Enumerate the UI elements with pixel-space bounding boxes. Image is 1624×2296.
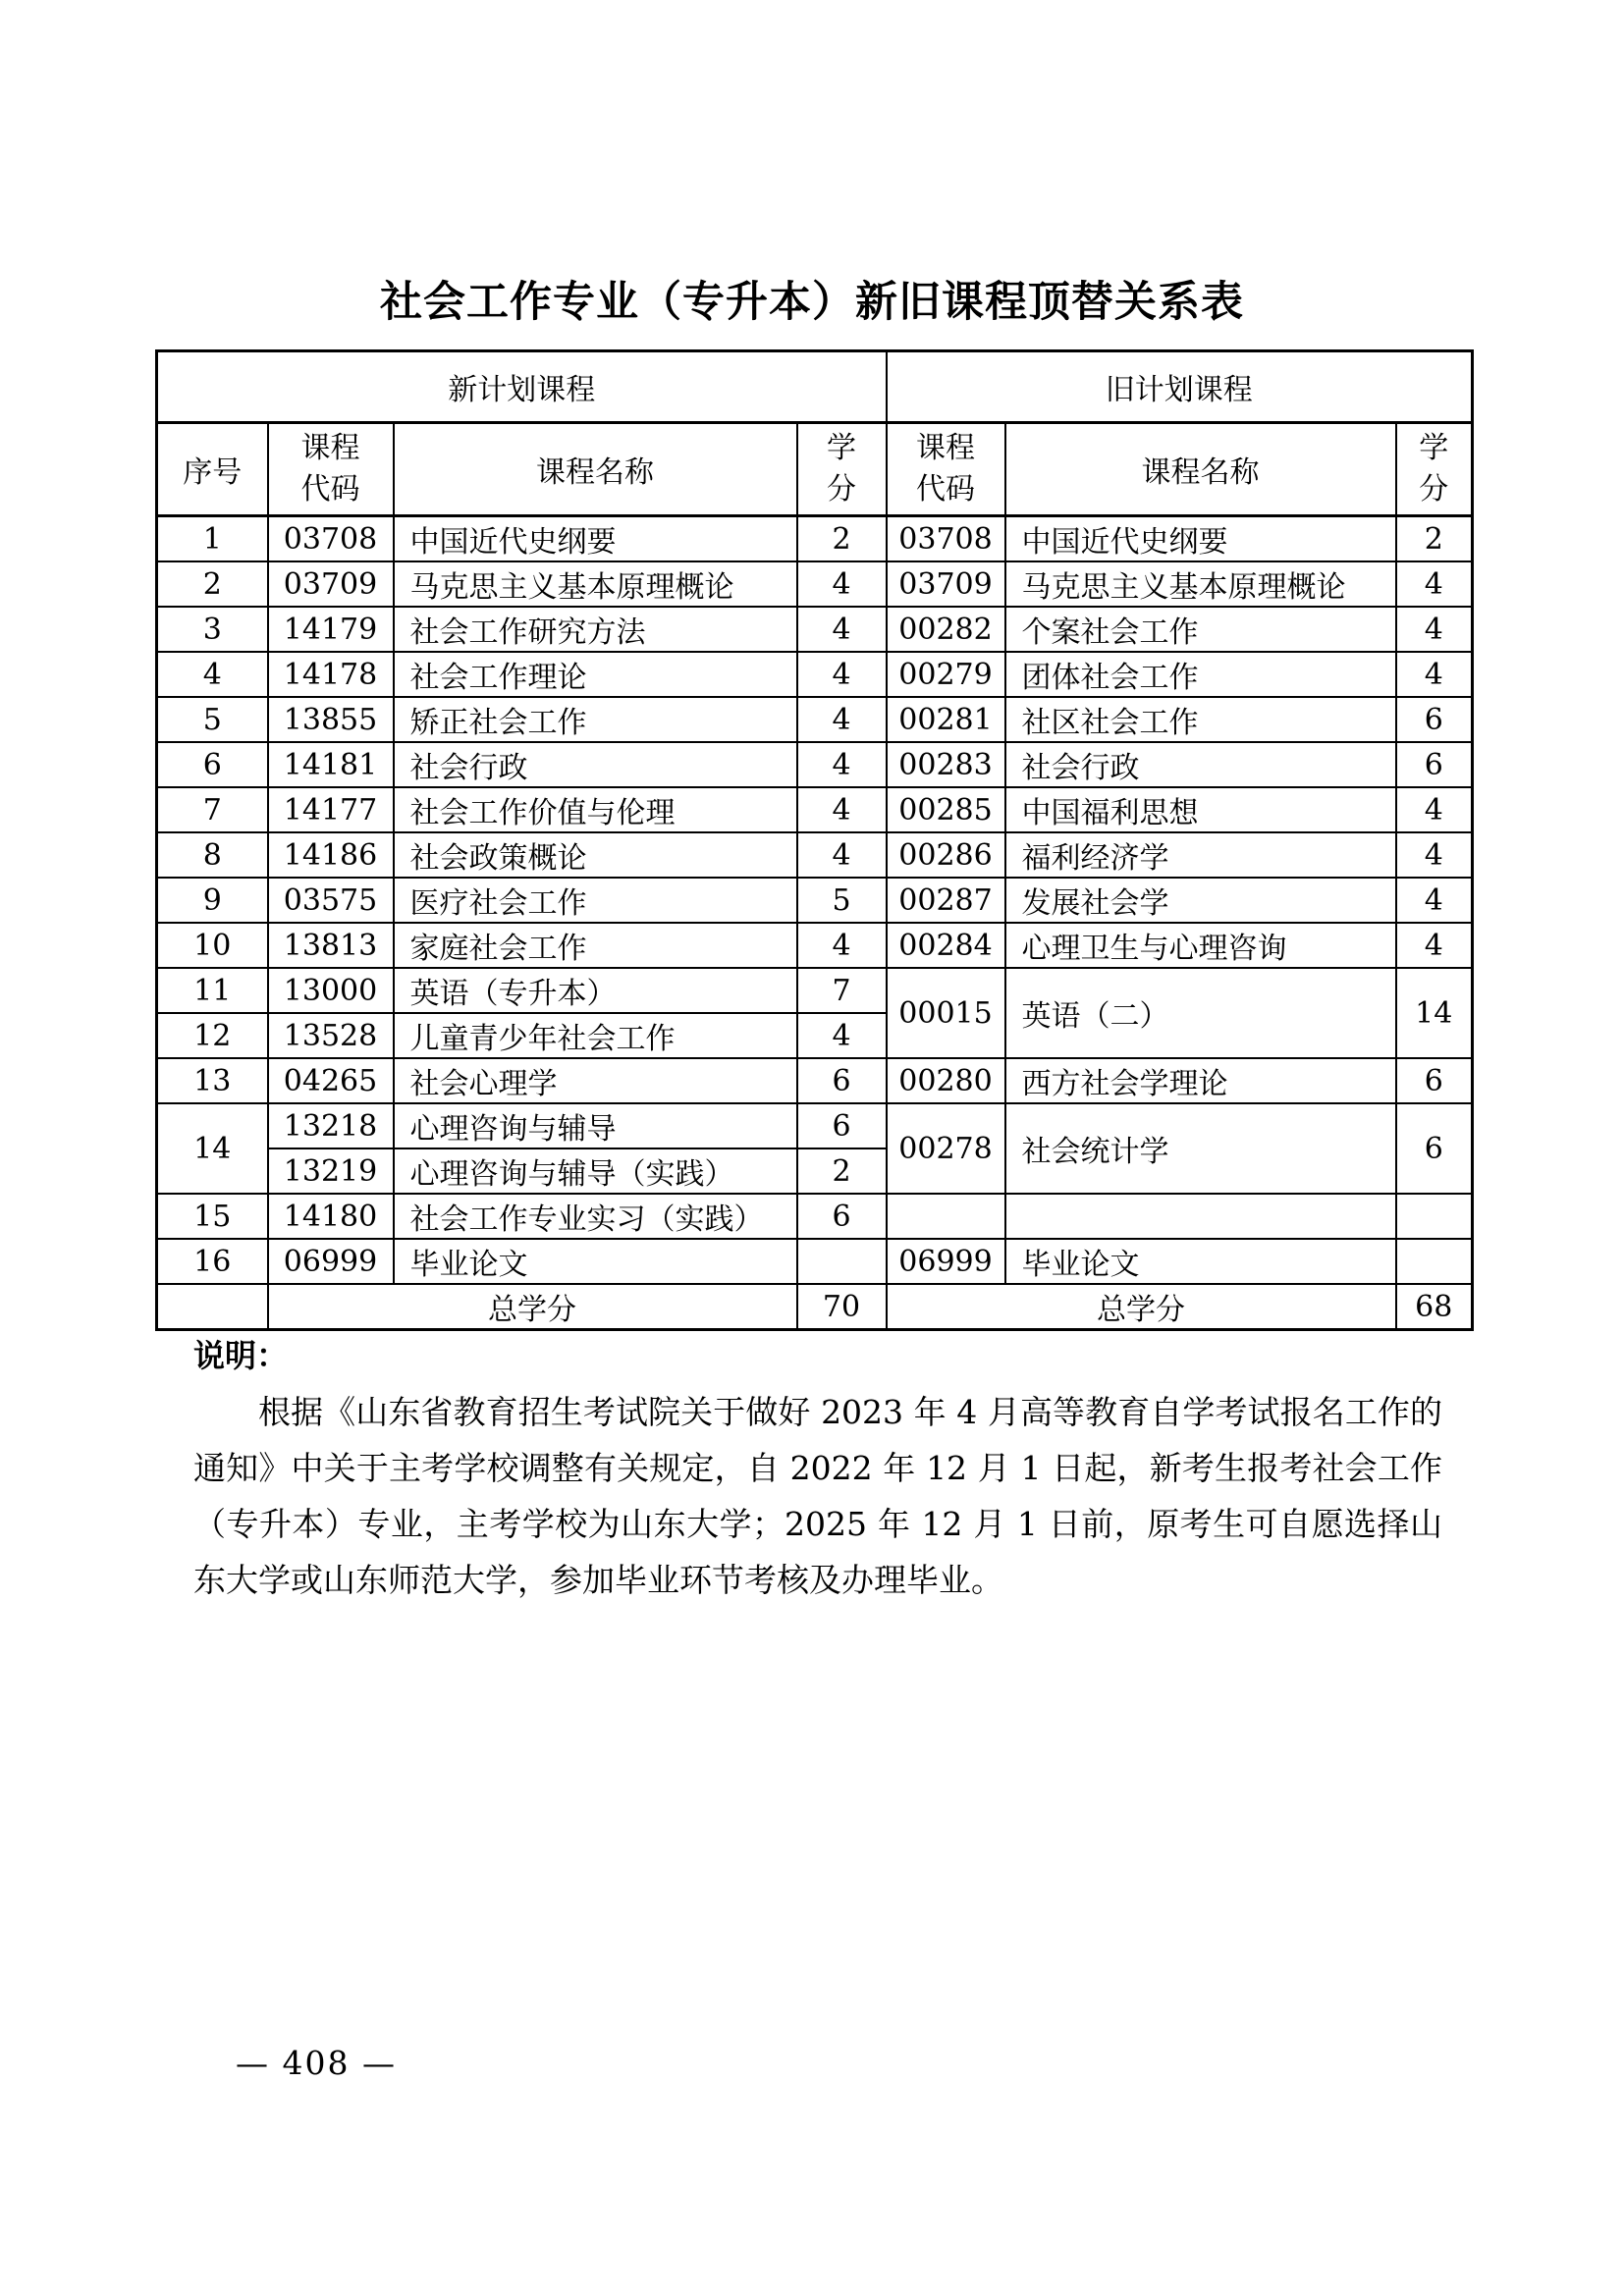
cell-seq: 9 bbox=[157, 878, 268, 923]
cell-credit bbox=[1396, 1239, 1473, 1284]
cell-course-name: 家庭社会工作 bbox=[394, 923, 797, 968]
cell-seq: 6 bbox=[157, 742, 268, 787]
cell-credit: 2 bbox=[797, 516, 887, 562]
cell-course-name bbox=[1005, 1194, 1396, 1239]
cell-course-name: 团体社会工作 bbox=[1005, 652, 1396, 697]
cell-course-code: 04265 bbox=[268, 1058, 394, 1103]
cell-course-name: 心理咨询与辅导 bbox=[394, 1103, 797, 1148]
cell-course-code: 06999 bbox=[268, 1239, 394, 1284]
table-row bbox=[157, 697, 1473, 742]
cell-course-code: 03708 bbox=[268, 516, 394, 562]
cell-course-name: 社会行政 bbox=[394, 742, 797, 787]
cell-credit: 6 bbox=[1396, 1103, 1473, 1194]
cell-course-name: 社区社会工作 bbox=[1005, 697, 1396, 742]
cell-course-name: 社会行政 bbox=[1005, 742, 1396, 787]
column-header-label: 课程代码 bbox=[916, 431, 975, 507]
cell-credit: 6 bbox=[1396, 742, 1473, 787]
cell-course-name: 社会工作价值与伦理 bbox=[394, 787, 797, 832]
table-row bbox=[157, 742, 1473, 787]
cell-course-name: 矫正社会工作 bbox=[394, 697, 797, 742]
cell-credit: 4 bbox=[1396, 832, 1473, 878]
table-row bbox=[157, 516, 1473, 562]
notes-label: 说明： bbox=[193, 1337, 289, 1374]
cell-credit: 4 bbox=[1396, 652, 1473, 697]
cell-credit: 5 bbox=[797, 878, 887, 923]
notes-section bbox=[193, 1331, 1442, 1608]
cell-course-code: 14180 bbox=[268, 1194, 394, 1239]
cell-seq: 12 bbox=[157, 1013, 268, 1058]
cell-seq: 5 bbox=[157, 697, 268, 742]
cell-course-code: 00279 bbox=[887, 652, 1005, 697]
cell-course-code: 13219 bbox=[268, 1148, 394, 1194]
cell-seq: 13 bbox=[157, 1058, 268, 1103]
table-row bbox=[157, 787, 1473, 832]
cell-course-name: 社会工作研究方法 bbox=[394, 607, 797, 652]
cell-seq bbox=[157, 1284, 268, 1330]
cell-total-label: 总学分 bbox=[268, 1284, 797, 1330]
cell-credit: 4 bbox=[797, 1013, 887, 1058]
column-header-course-name-new: 课程名称 bbox=[394, 423, 797, 516]
table-row bbox=[157, 652, 1473, 697]
cell-credit: 4 bbox=[1396, 787, 1473, 832]
cell-course-name: 中国福利思想 bbox=[1005, 787, 1396, 832]
cell-course-name: 西方社会学理论 bbox=[1005, 1058, 1396, 1103]
cell-credit: 6 bbox=[1396, 697, 1473, 742]
cell-credit: 4 bbox=[797, 787, 887, 832]
cell-credit: 4 bbox=[1396, 878, 1473, 923]
table-row bbox=[157, 1194, 1473, 1239]
cell-credit: 6 bbox=[797, 1058, 887, 1103]
cell-course-code bbox=[887, 1194, 1005, 1239]
cell-credit: 4 bbox=[797, 697, 887, 742]
cell-seq: 3 bbox=[157, 607, 268, 652]
cell-course-name: 中国近代史纲要 bbox=[394, 516, 797, 562]
cell-credit: 4 bbox=[797, 561, 887, 607]
cell-credit: 6 bbox=[1396, 1058, 1473, 1103]
cell-credit: 2 bbox=[1396, 516, 1473, 562]
cell-credit: 4 bbox=[1396, 561, 1473, 607]
cell-seq: 14 bbox=[157, 1103, 268, 1194]
cell-course-code: 00283 bbox=[887, 742, 1005, 787]
cell-course-name: 个案社会工作 bbox=[1005, 607, 1396, 652]
cell-credit: 2 bbox=[797, 1148, 887, 1194]
course-replacement-table bbox=[155, 349, 1474, 1331]
column-header-label: 课程代码 bbox=[300, 431, 360, 507]
cell-course-code: 06999 bbox=[887, 1239, 1005, 1284]
cell-seq: 7 bbox=[157, 787, 268, 832]
column-header-credit-new bbox=[797, 423, 887, 516]
cell-course-name: 心理咨询与辅导（实践） bbox=[394, 1148, 797, 1194]
page-number: — 408 — bbox=[236, 2044, 397, 2082]
cell-course-name: 发展社会学 bbox=[1005, 878, 1396, 923]
course-table-body bbox=[157, 516, 1473, 1330]
table-group-header-row bbox=[157, 351, 1473, 423]
cell-credit: 4 bbox=[1396, 923, 1473, 968]
table-row bbox=[157, 561, 1473, 607]
cell-course-name: 英语（专升本） bbox=[394, 968, 797, 1013]
table-row bbox=[157, 832, 1473, 878]
cell-course-name: 社会统计学 bbox=[1005, 1103, 1396, 1194]
cell-credit bbox=[1396, 1194, 1473, 1239]
column-header-credit-old bbox=[1396, 423, 1473, 516]
cell-course-code: 13218 bbox=[268, 1103, 394, 1148]
table-row bbox=[157, 1239, 1473, 1284]
cell-course-code: 00285 bbox=[887, 787, 1005, 832]
page-title: 社会工作专业（专升本）新旧课程顶替关系表 bbox=[380, 278, 1244, 327]
cell-course-code: 13000 bbox=[268, 968, 394, 1013]
cell-credit: 7 bbox=[797, 968, 887, 1013]
group-header-new-plan: 新计划课程 bbox=[157, 351, 887, 423]
cell-course-name: 马克思主义基本原理概论 bbox=[394, 561, 797, 607]
cell-course-code: 14179 bbox=[268, 607, 394, 652]
cell-course-name: 中国近代史纲要 bbox=[1005, 516, 1396, 562]
cell-course-code: 14181 bbox=[268, 742, 394, 787]
column-header-seq: 序号 bbox=[157, 423, 268, 516]
table-row bbox=[157, 878, 1473, 923]
cell-course-code: 00278 bbox=[887, 1103, 1005, 1194]
cell-course-code: 00284 bbox=[887, 923, 1005, 968]
cell-course-name: 社会工作专业实习（实践） bbox=[394, 1194, 797, 1239]
cell-seq: 4 bbox=[157, 652, 268, 697]
cell-course-code: 03575 bbox=[268, 878, 394, 923]
cell-credit: 4 bbox=[797, 607, 887, 652]
cell-seq: 1 bbox=[157, 516, 268, 562]
cell-course-name: 社会心理学 bbox=[394, 1058, 797, 1103]
cell-seq: 10 bbox=[157, 923, 268, 968]
cell-credit: 6 bbox=[797, 1194, 887, 1239]
notes-paragraph: 根据《山东省教育招生考试院关于做好 2023 年 4 月高等教育自学考试报名工作的通知》中关于主考学校调整有关规定，自 2022 年 12 月 1 日起，新考生报考社会工作（专升本）专业，主考学校为山东大学；2025 年 12 月 1 日前，原考生可自愿选择山东大学或山东师范大学，参加毕业环节考核及办理毕业。 bbox=[193, 1393, 1442, 1599]
table-row bbox=[157, 968, 1473, 1013]
column-header-label: 学分 bbox=[1419, 431, 1449, 507]
cell-course-code: 14177 bbox=[268, 787, 394, 832]
cell-credit: 4 bbox=[797, 923, 887, 968]
cell-course-name: 心理卫生与心理咨询 bbox=[1005, 923, 1396, 968]
table-column-header-row bbox=[157, 423, 1473, 516]
cell-total-label: 总学分 bbox=[887, 1284, 1396, 1330]
cell-course-name: 英语（二） bbox=[1005, 968, 1396, 1058]
cell-course-name: 毕业论文 bbox=[394, 1239, 797, 1284]
cell-credit: 4 bbox=[1396, 607, 1473, 652]
cell-course-code: 00287 bbox=[887, 878, 1005, 923]
cell-course-code: 00280 bbox=[887, 1058, 1005, 1103]
cell-seq: 8 bbox=[157, 832, 268, 878]
table-row bbox=[157, 1058, 1473, 1103]
cell-seq: 15 bbox=[157, 1194, 268, 1239]
cell-credit bbox=[797, 1239, 887, 1284]
cell-course-name: 社会政策概论 bbox=[394, 832, 797, 878]
cell-course-code: 13528 bbox=[268, 1013, 394, 1058]
cell-course-code: 13855 bbox=[268, 697, 394, 742]
cell-course-code: 00286 bbox=[887, 832, 1005, 878]
cell-course-name: 福利经济学 bbox=[1005, 832, 1396, 878]
cell-credit: 14 bbox=[1396, 968, 1473, 1058]
column-header-course-code-new bbox=[268, 423, 394, 516]
cell-course-code: 00015 bbox=[887, 968, 1005, 1058]
cell-course-code: 03709 bbox=[887, 561, 1005, 607]
cell-seq: 11 bbox=[157, 968, 268, 1013]
cell-seq: 2 bbox=[157, 561, 268, 607]
cell-course-name: 社会工作理论 bbox=[394, 652, 797, 697]
column-header-course-code-old bbox=[887, 423, 1005, 516]
table-row bbox=[157, 607, 1473, 652]
cell-course-code: 00282 bbox=[887, 607, 1005, 652]
cell-credit: 4 bbox=[797, 742, 887, 787]
cell-course-name: 儿童青少年社会工作 bbox=[394, 1013, 797, 1058]
cell-course-name: 马克思主义基本原理概论 bbox=[1005, 561, 1396, 607]
cell-credit: 68 bbox=[1396, 1284, 1473, 1330]
cell-course-code: 00281 bbox=[887, 697, 1005, 742]
table-row bbox=[157, 923, 1473, 968]
column-header-course-name-old: 课程名称 bbox=[1005, 423, 1396, 516]
cell-credit: 4 bbox=[797, 652, 887, 697]
cell-course-code: 03709 bbox=[268, 561, 394, 607]
cell-course-code: 03708 bbox=[887, 516, 1005, 562]
cell-credit: 6 bbox=[797, 1103, 887, 1148]
cell-course-name: 医疗社会工作 bbox=[394, 878, 797, 923]
table-row bbox=[157, 1103, 1473, 1148]
column-header-label: 学分 bbox=[827, 431, 856, 507]
cell-credit: 70 bbox=[797, 1284, 887, 1330]
cell-course-code: 14178 bbox=[268, 652, 394, 697]
cell-seq: 16 bbox=[157, 1239, 268, 1284]
table-row bbox=[157, 1284, 1473, 1330]
group-header-old-plan: 旧计划课程 bbox=[887, 351, 1473, 423]
cell-course-code: 13813 bbox=[268, 923, 394, 968]
cell-course-code: 14186 bbox=[268, 832, 394, 878]
cell-credit: 4 bbox=[797, 832, 887, 878]
cell-course-name: 毕业论文 bbox=[1005, 1239, 1396, 1284]
